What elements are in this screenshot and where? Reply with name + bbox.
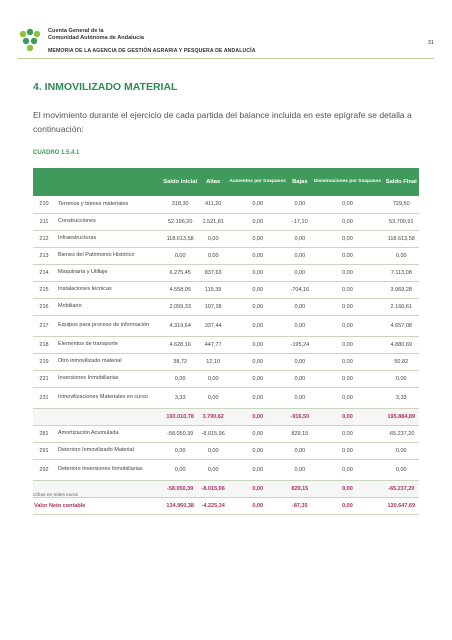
total-saldo-inicial: 134.960,38 <box>166 502 194 509</box>
cell-saldo-final: 0,00 <box>395 375 407 382</box>
subtotal-row <box>33 408 419 425</box>
cell-bajas: 0,00 <box>294 269 306 276</box>
cell-aumentos: 0,00 <box>252 466 264 473</box>
cell-aumentos: 0,00 <box>252 286 264 293</box>
subtotal-aumentos: 0,00 <box>252 485 264 492</box>
cell-saldo-final: 4.657,08 <box>390 322 412 329</box>
cell-code: 214 <box>39 269 49 276</box>
cell-altas: 0,00 <box>207 466 219 473</box>
cell-saldo-final: 0,00 <box>395 466 407 473</box>
subtotal-saldo-final: -65.237,20 <box>388 485 415 492</box>
cell-aumentos: 0,00 <box>252 322 264 329</box>
cell-disminuciones: 0,00 <box>342 303 353 310</box>
cell-saldo-inicial: 2.059,33 <box>169 303 191 310</box>
cell-aumentos: 0,00 <box>252 341 264 348</box>
intro-paragraph: El movimiento durante el ejercicio de cada partida del balance incluida en este epígrafe se detalla a continuación: <box>33 110 412 134</box>
cell-saldo-inicial: 4.319,64 <box>169 322 191 329</box>
cell-code: 292 <box>39 466 49 473</box>
table-row <box>33 315 419 336</box>
cell-desc: Deterioro Inversiones Inmobiliarias <box>58 466 143 473</box>
organization-name <box>48 28 144 42</box>
cell-saldo-final: 3,33 <box>395 394 407 401</box>
cell-desc: Instalaciones técnicas <box>58 286 112 293</box>
cell-saldo-inicial: 0,00 <box>174 252 186 259</box>
cell-altas: 0,00 <box>207 394 219 401</box>
cell-code: 210 <box>39 201 49 208</box>
cell-aumentos: 0,00 <box>252 235 264 242</box>
cell-saldo-final: -65.237,20 <box>388 430 415 437</box>
header-divider <box>18 58 434 59</box>
cell-desc: Mobiliario <box>58 303 82 310</box>
subtotal-saldo-final: 195.884,89 <box>387 413 416 420</box>
footnote: Cifras en miles euros <box>33 493 79 498</box>
subtotal-bajas: -916,50 <box>290 413 310 420</box>
cell-altas: 0,00 <box>207 375 219 382</box>
cell-disminuciones: 0,00 <box>342 218 353 225</box>
cell-code: 211 <box>39 218 49 225</box>
cell-aumentos: 0,00 <box>252 269 264 276</box>
cell-saldo-final: 0,00 <box>395 447 407 454</box>
subtotal-aumentos: 0,00 <box>252 413 264 420</box>
table-row <box>33 370 419 387</box>
cell-disminuciones: 0,00 <box>342 269 353 276</box>
cell-saldo-inicial: 52.196,20 <box>167 218 193 225</box>
cell-code: 212 <box>39 235 49 242</box>
cell-saldo-final: 2.166,61 <box>390 303 412 310</box>
cell-bajas: 0,00 <box>294 375 306 382</box>
cell-bajas: 0,00 <box>294 252 306 259</box>
cell-saldo-inicial: 0,00 <box>174 447 186 454</box>
header-code <box>33 168 55 196</box>
table-row <box>33 247 419 264</box>
cell-altas: 115,39 <box>204 286 222 293</box>
junta-andalucia-logo-icon <box>18 28 44 52</box>
cell-code: 217 <box>39 322 49 329</box>
total-row <box>33 497 419 514</box>
subtotal-disminuciones: 0,00 <box>342 413 353 420</box>
cell-bajas: -704,16 <box>290 286 310 293</box>
cell-bajas: 0,00 <box>294 447 306 454</box>
cell-saldo-final: 50,82 <box>394 358 409 365</box>
cell-saldo-final: 53.700,91 <box>389 218 414 225</box>
cell-code: 281 <box>39 430 49 437</box>
cell-desc: Inversiones Inmobiliarias <box>58 375 119 382</box>
header-bajas: Bajas <box>292 178 308 185</box>
cell-empty <box>55 408 161 425</box>
cell-saldo-inicial: 4.558,05 <box>169 286 191 293</box>
cell-disminuciones: 0,00 <box>342 235 353 242</box>
subtotal-saldo-inicial: 193.010,78 <box>166 413 194 420</box>
cell-saldo-inicial: 3,33 <box>174 394 186 401</box>
cell-desc: Construcciones <box>58 218 96 225</box>
total-saldo-final: 130.647,69 <box>387 502 416 509</box>
cell-saldo-inicial: 0,00 <box>174 466 186 473</box>
cell-empty <box>33 408 55 425</box>
cell-altas: 0,00 <box>207 447 219 454</box>
table-header-row <box>33 168 419 196</box>
cell-desc: Infraestructuras <box>58 235 97 242</box>
cell-aumentos: 0,00 <box>252 358 264 365</box>
cell-code: 213 <box>39 252 49 259</box>
memoria-title: MEMORIA DE LA AGENCIA DE GESTIÓN AGRARIA Y PESQUERA DE ANDALUCÍA <box>48 48 256 54</box>
org-line-2: Comunidad Autónoma de Andalucía <box>48 35 144 41</box>
cell-aumentos: 0,00 <box>252 375 264 382</box>
cell-saldo-inicial: 4.628,16 <box>169 341 191 348</box>
table-row <box>33 442 419 459</box>
cell-altas: 12,10 <box>206 358 221 365</box>
table-row <box>33 230 419 247</box>
cell-altas: -8.015,96 <box>201 430 225 437</box>
cell-aumentos: 0,00 <box>252 447 264 454</box>
header-altas: Altas <box>206 178 221 185</box>
table-row <box>33 196 419 213</box>
cell-code: 231 <box>39 394 49 401</box>
total-bajas: -87,35 <box>292 502 308 509</box>
cell-desc: Elementos de transporte <box>58 341 118 348</box>
cell-code: 215 <box>39 286 49 293</box>
cell-disminuciones: 0,00 <box>342 286 353 293</box>
cell-saldo-inicial: -58.050,39 <box>167 430 194 437</box>
cell-bajas: 0,00 <box>294 358 306 365</box>
cell-aumentos: 0,00 <box>252 252 264 259</box>
cell-altas: 1.521,81 <box>202 218 224 225</box>
cell-altas: 0,00 <box>207 235 219 242</box>
cell-saldo-final: 7.113,08 <box>390 269 412 276</box>
cell-bajas: 0,00 <box>294 322 306 329</box>
page-number: 31 <box>427 40 434 46</box>
cell-altas: 837,63 <box>204 269 222 276</box>
cell-saldo-final: 729,50 <box>392 201 410 208</box>
cell-bajas: 0,00 <box>294 394 306 401</box>
table-caption: CUADRO 1.5.4.1 <box>33 150 80 156</box>
org-line-1: Cuenta General de la <box>48 28 104 34</box>
cell-altas: 107,28 <box>204 303 222 310</box>
cell-saldo-inicial: 6.275,45 <box>169 269 191 276</box>
cell-desc: Deterioro Inmovilizado Material <box>58 447 134 454</box>
cell-bajas: 0,00 <box>294 466 306 473</box>
header-disminuciones: Disminuciones por traspasos <box>313 179 382 184</box>
subtotal-altas: -8.015,96 <box>201 485 225 492</box>
subtotal-bajas: 829,15 <box>291 485 309 492</box>
subtotal-row <box>33 480 419 497</box>
cell-bajas: -195,24 <box>290 341 310 348</box>
cell-desc: Maquinaria y Utillaje <box>58 269 108 276</box>
cell-disminuciones: 0,00 <box>342 341 353 348</box>
cell-altas: 337,44 <box>204 322 222 329</box>
cell-code: 218 <box>39 341 49 348</box>
table-row <box>33 213 419 230</box>
inmovilizado-table <box>33 168 419 515</box>
cell-code: 291 <box>39 447 49 454</box>
table-row <box>33 387 419 408</box>
cell-bajas: -17,10 <box>292 218 308 225</box>
cell-disminuciones: 0,00 <box>342 201 353 208</box>
total-altas: -4.225,34 <box>201 502 225 509</box>
cell-disminuciones: 0,00 <box>342 322 353 329</box>
cell-bajas: 0,00 <box>294 235 306 242</box>
header-desc <box>55 168 161 196</box>
cell-disminuciones: 0,00 <box>342 430 353 437</box>
cell-code: 219 <box>39 358 49 365</box>
cell-altas: 411,20 <box>204 201 222 208</box>
cell-saldo-final: 0,00 <box>395 252 407 259</box>
cell-bajas: 0,00 <box>294 303 306 310</box>
header-aumentos: Aumentos por traspasos <box>229 179 286 184</box>
cell-aumentos: 0,00 <box>252 394 264 401</box>
cell-disminuciones: 0,00 <box>342 394 353 401</box>
cell-desc: Inmovilizaciones Materiales en curso <box>58 394 148 401</box>
cell-aumentos: 0,00 <box>252 303 264 310</box>
cell-aumentos: 0,00 <box>252 218 264 225</box>
cell-saldo-final: 118.613,58 <box>387 235 415 242</box>
total-label: Valor Neto contable <box>34 502 86 509</box>
cell-desc: Equipos para proceso de información <box>58 322 150 329</box>
cell-desc: Bienes del Patrimonio Histórico <box>58 252 135 259</box>
subtotal-disminuciones: 0,00 <box>342 485 353 492</box>
total-disminuciones: 0,00 <box>342 502 353 509</box>
table-row <box>33 353 419 370</box>
cell-bajas: 0,00 <box>294 201 306 208</box>
cell-saldo-inicial: 0,00 <box>174 375 186 382</box>
table-row <box>33 425 419 442</box>
cell-altas: 0,00 <box>207 252 219 259</box>
cell-saldo-inicial: 318,30 <box>171 201 189 208</box>
table-row <box>33 264 419 281</box>
cell-disminuciones: 0,00 <box>342 466 353 473</box>
subtotal-altas: 3.790,62 <box>202 413 224 420</box>
cell-bajas: 829,15 <box>291 430 309 437</box>
header-saldo-inicial: Saldo Inicial <box>163 178 198 185</box>
cell-desc: Amortización Acumulada <box>58 430 119 437</box>
table-row <box>33 281 419 298</box>
table-row <box>33 459 419 480</box>
cell-disminuciones: 0,00 <box>342 375 353 382</box>
cell-saldo-inicial: 38,72 <box>173 358 188 365</box>
table-row <box>33 298 419 315</box>
table-row <box>33 336 419 353</box>
cell-saldo-inicial: 118.613,58 <box>166 235 194 242</box>
cell-desc: Otro inmovilizado material <box>58 358 122 365</box>
total-aumentos: 0,00 <box>252 502 264 509</box>
cell-disminuciones: 0,00 <box>342 447 353 454</box>
cell-altas: 447,77 <box>204 341 222 348</box>
cell-disminuciones: 0,00 <box>342 252 353 259</box>
section-title: 4. INMOVILIZADO MATERIAL <box>33 81 178 93</box>
subtotal-saldo-inicial: -58.050,39 <box>167 485 194 492</box>
header-saldo-final: Saldo Final <box>385 178 417 185</box>
cell-aumentos: 0,00 <box>252 201 264 208</box>
cell-aumentos: 0,00 <box>252 430 264 437</box>
cell-desc: Terrenos y bienes materiales <box>58 201 129 207</box>
cell-disminuciones: 0,00 <box>342 358 353 365</box>
cell-code: 216 <box>39 303 49 310</box>
cell-saldo-final: 3.969,28 <box>390 286 412 293</box>
cell-code: 221 <box>39 375 49 382</box>
cell-saldo-final: 4.880,69 <box>390 341 412 348</box>
